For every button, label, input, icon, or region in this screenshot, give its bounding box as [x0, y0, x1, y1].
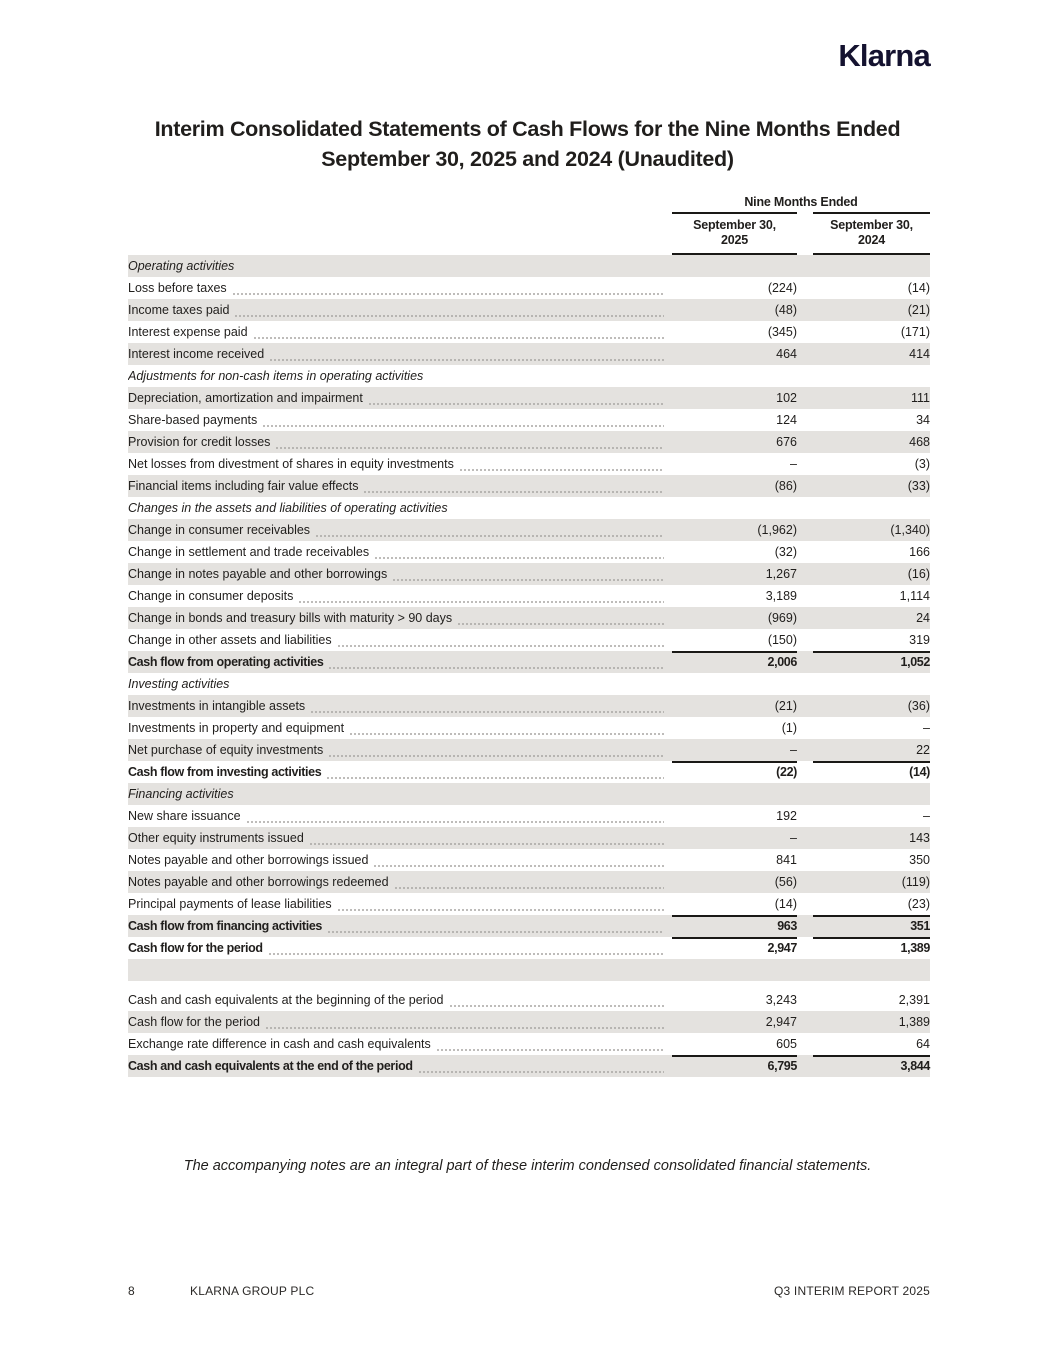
- row-label: Cash flow from operating activities: [128, 655, 324, 669]
- section-header-row: [128, 255, 930, 277]
- value-2025: 841: [776, 853, 797, 867]
- total-row: [128, 915, 930, 937]
- value-2024: (33): [907, 479, 930, 493]
- row-label: Provision for credit losses: [128, 435, 271, 449]
- value-2024: (21): [907, 303, 930, 317]
- dotted-leader: [459, 469, 664, 471]
- dotted-leader: [253, 337, 664, 339]
- row-label: Net purchase of equity investments: [128, 743, 324, 757]
- row-label: Interest expense paid: [128, 325, 248, 339]
- value-2025: 1,267: [765, 567, 797, 581]
- dotted-leader: [262, 425, 664, 427]
- value-2025: –: [790, 743, 797, 757]
- dotted-leader: [234, 315, 664, 317]
- table-row: [128, 695, 930, 717]
- value-2024: 143: [909, 831, 930, 845]
- row-label: Cash and cash equivalents at the beginning of the period: [128, 993, 444, 1007]
- table-body: [128, 255, 930, 1077]
- value-2025: [672, 365, 797, 387]
- value-2025: 3,243: [765, 993, 797, 1007]
- value-2024: 1,389: [813, 937, 930, 959]
- value-2025: [672, 255, 797, 277]
- value-2025: 6,795: [672, 1055, 797, 1077]
- dotted-leader: [275, 447, 664, 449]
- value-2024: (23): [907, 897, 930, 911]
- table-group-header-row: [128, 195, 930, 212]
- section-header-row: [128, 497, 930, 519]
- row-label: Income taxes paid: [128, 303, 230, 317]
- page-title-line1: Interim Consolidated Statements of Cash Flows for the Nine Months Ended: [154, 117, 901, 141]
- table-row: [128, 541, 930, 563]
- dotted-leader: [349, 733, 664, 735]
- row-label: Interest income received: [128, 347, 265, 361]
- row-label: Change in consumer receivables: [128, 523, 311, 537]
- value-2024: [813, 365, 930, 387]
- value-2024: 319: [909, 633, 930, 647]
- table-row: [128, 321, 930, 343]
- table-row: [128, 629, 930, 651]
- column-header-2025: [672, 214, 797, 253]
- dotted-leader: [328, 755, 664, 757]
- row-label: Notes payable and other borrowings issued: [128, 853, 369, 867]
- row-label: Cash flow from investing activities: [128, 765, 322, 779]
- value-2024: 351: [813, 915, 930, 937]
- table-row: [128, 475, 930, 497]
- value-2025: (32): [774, 545, 797, 559]
- value-2024: 1,389: [898, 1015, 930, 1029]
- row-label: Principal payments of lease liabilities: [128, 897, 332, 911]
- dotted-leader: [373, 865, 664, 867]
- table-row: [128, 607, 930, 629]
- value-2025: –: [790, 457, 797, 471]
- section-header-row: [128, 783, 930, 805]
- dotted-leader: [337, 909, 664, 911]
- value-2024: 1,114: [899, 589, 930, 603]
- dotted-leader: [265, 1027, 664, 1029]
- dotted-leader: [268, 953, 664, 955]
- row-label: Investments in property and equipment: [128, 721, 345, 735]
- dotted-leader: [457, 623, 664, 625]
- dotted-leader: [418, 1071, 664, 1073]
- column-header-2025-year: 2025: [720, 233, 748, 247]
- row-label: Changes in the assets and liabilities of operating activities: [128, 501, 448, 515]
- value-2024: (14): [813, 761, 930, 783]
- row-label: Change in notes payable and other borrowings: [128, 567, 388, 581]
- row-label: Other equity instruments issued: [128, 831, 304, 845]
- row-label: Change in settlement and trade receivables: [128, 545, 370, 559]
- dotted-leader: [309, 843, 664, 845]
- footer-report-name: Q3 INTERIM REPORT 2025: [773, 1284, 930, 1298]
- value-2025: 605: [776, 1037, 797, 1051]
- value-2024: [813, 783, 930, 805]
- row-label: Financial items including fair value effects: [128, 479, 359, 493]
- row-label: Operating activities: [128, 259, 235, 273]
- row-label: Cash flow for the period: [128, 1015, 261, 1029]
- table-row: [128, 1033, 930, 1055]
- row-label: Cash flow for the period: [128, 941, 263, 955]
- table-row: [128, 519, 930, 541]
- footer-page-number: 8: [128, 1284, 135, 1298]
- row-label: Change in bonds and treasury bills with maturity > 90 days: [128, 611, 453, 625]
- value-2025: (21): [774, 699, 797, 713]
- dotted-leader: [449, 1005, 664, 1007]
- dotted-leader: [298, 601, 664, 603]
- dotted-leader: [232, 293, 664, 295]
- row-label: Adjustments for non-cash items in operating activities: [128, 369, 424, 383]
- value-2025: (48): [774, 303, 797, 317]
- dotted-leader: [326, 777, 664, 779]
- column-header-2024-text: September 30,: [830, 218, 913, 232]
- value-2024: –: [923, 809, 930, 823]
- value-2024: 468: [909, 435, 930, 449]
- value-2025: 2,947: [672, 937, 797, 959]
- value-2024: –: [923, 721, 930, 735]
- column-header-row: [128, 214, 930, 253]
- dotted-leader: [374, 557, 664, 559]
- table-row: [128, 871, 930, 893]
- value-2024: (1,340): [890, 523, 930, 537]
- value-2024: (36): [907, 699, 930, 713]
- row-label: Change in other assets and liabilities: [128, 633, 332, 647]
- table-row: [128, 739, 930, 761]
- klarna-logo: Klarna: [838, 38, 930, 73]
- value-2025: (56): [774, 875, 797, 889]
- table-row: [128, 827, 930, 849]
- value-2025: (86): [774, 479, 797, 493]
- dotted-leader: [315, 535, 664, 537]
- section-header-row: [128, 365, 930, 387]
- table-row: [128, 343, 930, 365]
- value-2024: [813, 673, 930, 695]
- value-2024: 2,391: [898, 993, 930, 1007]
- total-row: [128, 1055, 930, 1077]
- value-2024: 111: [910, 391, 930, 405]
- value-2025: [672, 497, 797, 519]
- table-row: [128, 431, 930, 453]
- column-header-2024: [813, 214, 930, 253]
- dotted-leader: [363, 491, 664, 493]
- row-label: Cash flow from financing activities: [128, 919, 323, 933]
- value-2024: 64: [916, 1037, 930, 1051]
- row-label: Share-based payments: [128, 413, 258, 427]
- footer-company: KLARNA GROUP PLC: [190, 1284, 315, 1298]
- dotted-leader: [246, 821, 664, 823]
- value-2024: 414: [909, 347, 930, 361]
- section-header-row: [128, 673, 930, 695]
- value-2024: 24: [916, 611, 930, 625]
- dotted-leader: [327, 931, 664, 933]
- row-label: Net losses from divestment of shares in equity investments: [128, 457, 454, 471]
- dotted-leader: [337, 645, 664, 647]
- value-2025: (1): [781, 721, 797, 735]
- value-2025: (345): [767, 325, 797, 339]
- dotted-leader: [394, 887, 664, 889]
- column-header-2025-text: September 30,: [693, 218, 776, 232]
- value-2025: (969): [767, 611, 797, 625]
- value-2025: 963: [672, 915, 797, 937]
- dotted-leader: [310, 711, 664, 713]
- value-2024: 3,844: [813, 1055, 930, 1077]
- value-2025: [672, 783, 797, 805]
- value-2024: (119): [901, 875, 930, 889]
- value-2024: 34: [916, 413, 930, 427]
- value-2024: 22: [916, 743, 930, 757]
- value-2025: 192: [776, 809, 797, 823]
- table-row: [128, 1011, 930, 1033]
- value-2025: 676: [776, 435, 797, 449]
- total-row: [128, 761, 930, 783]
- table-row: [128, 563, 930, 585]
- value-2025: [672, 673, 797, 695]
- value-2025: 124: [776, 413, 797, 427]
- value-2024: 1,052: [813, 651, 930, 673]
- value-2024: 166: [909, 545, 930, 559]
- total-row: [128, 937, 930, 959]
- table-row: [128, 387, 930, 409]
- table-row: [128, 453, 930, 475]
- value-2024: [813, 497, 930, 519]
- row-label: Notes payable and other borrowings redeemed: [128, 875, 389, 889]
- row-label: Financing activities: [128, 787, 234, 801]
- table-row: [128, 989, 930, 1011]
- value-2024: (3): [914, 457, 930, 471]
- spacer-row: [128, 959, 930, 981]
- spacer-row: [128, 981, 930, 989]
- value-2025: (1,962): [757, 523, 797, 537]
- total-row: [128, 651, 930, 673]
- value-2024: [813, 255, 930, 277]
- value-2024: (171): [900, 325, 930, 339]
- value-2025: 464: [776, 347, 797, 361]
- value-2025: (22): [672, 761, 797, 783]
- dotted-leader: [269, 359, 664, 361]
- value-2025: 2,947: [765, 1015, 797, 1029]
- row-label: Cash and cash equivalents at the end of the period: [128, 1059, 413, 1073]
- table-row: [128, 849, 930, 871]
- table-row: [128, 277, 930, 299]
- dotted-leader: [328, 667, 664, 669]
- value-2025: (150): [767, 633, 797, 647]
- value-2025: (14): [774, 897, 797, 911]
- accompanying-note: The accompanying notes are an integral part of these interim condensed consolidated financial statements.: [183, 1158, 872, 1174]
- value-2025: 102: [776, 391, 797, 405]
- dotted-leader: [368, 403, 664, 405]
- dotted-leader: [436, 1049, 664, 1051]
- table-row: [128, 409, 930, 431]
- column-header-2024-year: 2024: [857, 233, 885, 247]
- row-label: Investing activities: [128, 677, 230, 691]
- dotted-leader: [392, 579, 664, 581]
- table-row: [128, 299, 930, 321]
- value-2024: (14): [907, 281, 930, 295]
- value-2025: 2,006: [672, 651, 797, 673]
- row-label: Exchange rate difference in cash and cash equivalents: [128, 1037, 431, 1051]
- row-label: Investments in intangible assets: [128, 699, 306, 713]
- page-title: [98, 114, 958, 174]
- cash-flow-table: [128, 195, 930, 1077]
- page-title-line2: September 30, 2025 and 2024 (Unaudited): [321, 147, 734, 171]
- row-label: Change in consumer deposits: [128, 589, 294, 603]
- value-2025: (224): [767, 281, 797, 295]
- table-row: [128, 717, 930, 739]
- table-row: [128, 805, 930, 827]
- value-2025: 3,189: [765, 589, 797, 603]
- value-2024: (16): [907, 567, 930, 581]
- row-label: Depreciation, amortization and impairment: [128, 391, 363, 405]
- table-row: [128, 893, 930, 915]
- page-footer: [128, 1284, 930, 1298]
- row-label: Loss before taxes: [128, 281, 227, 295]
- row-label: New share issuance: [128, 809, 241, 823]
- value-2024: 350: [909, 853, 930, 867]
- table-row: [128, 585, 930, 607]
- value-2025: –: [790, 831, 797, 845]
- group-header: Nine Months Ended: [744, 195, 858, 209]
